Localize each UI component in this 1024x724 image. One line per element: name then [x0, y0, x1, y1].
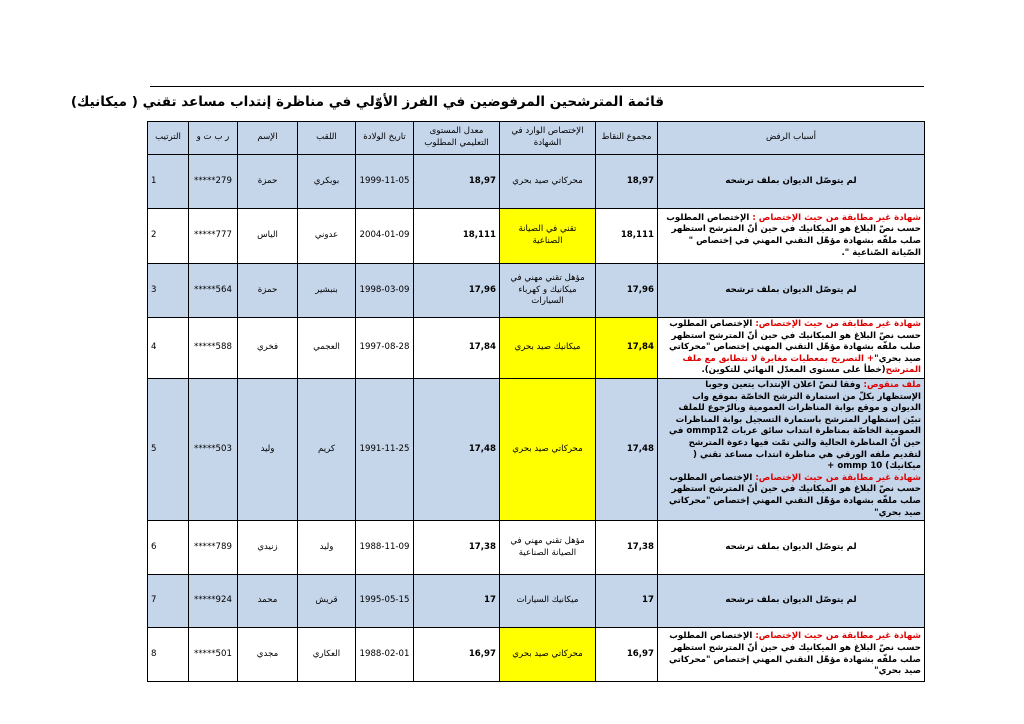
total-cell: 17: [596, 575, 658, 628]
id-cell: *****279: [189, 155, 238, 209]
surname-cell: بوبكري: [298, 155, 356, 209]
birth-cell: 1995-05-15: [356, 575, 414, 628]
header-row: [148, 122, 925, 155]
specialty-cell: مؤهل تقني مهني في الصيانة الصناعية: [500, 521, 596, 575]
table-row: [148, 155, 925, 209]
reason-flag: شهادة غير مطابقة من حيث الإختصاص :: [752, 212, 921, 223]
surname-cell: بنبشير: [298, 264, 356, 318]
name-cell: حمزة: [238, 155, 298, 209]
surname-cell: وليد: [298, 521, 356, 575]
total-cell: 18,97: [596, 155, 658, 209]
total-cell: 16,97: [596, 628, 658, 682]
reason-cell: [658, 378, 925, 520]
average-cell: 18,111: [414, 209, 500, 264]
surname-cell: العكاري: [298, 628, 356, 682]
average-cell: 17,48: [414, 378, 500, 520]
name-cell: محمد: [238, 575, 298, 628]
name-cell: زنيدي: [238, 521, 298, 575]
reason-text: الإختصاص المطلوب حسب نصّ البلاغ هو الميكانيك في حين أنّ المترشح استظهر صلب ملفّه بشهادة مؤهّل التقني المهني إختصاص "محركاتي صيد بحري": [668, 319, 921, 364]
birth-cell: 1997-08-28: [356, 318, 414, 379]
header-specialty: الإختصاص الوارد في الشهادة: [500, 122, 596, 155]
birth-cell: 1998-03-09: [356, 264, 414, 318]
specialty-cell: محركاتي صيد بحري: [500, 628, 596, 682]
rank-cell: 3: [148, 264, 189, 318]
name-cell: فخري: [238, 318, 298, 379]
average-cell: 16,97: [414, 628, 500, 682]
name-cell: حمزة: [238, 264, 298, 318]
reason-flag-extra: + التصريح بمعطيات مغايرة لا تتطابق مع ملف المترشح: [682, 353, 921, 376]
reason-cell: [658, 155, 925, 209]
reason-text: الإختصاص المطلوب حسب نصّ البلاغ هو الميكانيك في حين أنّ المترشح استظهر صلب ملفّه بشهادة مؤهّل التقني المهني إختصاص "محركاتي صيد بحري": [668, 631, 921, 677]
total-cell: 17,38: [596, 521, 658, 575]
name-cell: الياس: [238, 209, 298, 264]
reason-flag: شهادة غير مطابقة من حيث الإختصاص:: [755, 631, 921, 642]
average-cell: 17: [414, 575, 500, 628]
reason-text: لم يتوصّل الديوان بملف ترشحه: [725, 175, 857, 186]
id-cell: *****777: [189, 209, 238, 264]
top-rule: [150, 86, 924, 87]
surname-cell: العجمي: [298, 318, 356, 379]
id-cell: *****924: [189, 575, 238, 628]
header-total: مجموع النقاط: [596, 122, 658, 155]
rank-cell: 1: [148, 155, 189, 209]
surname-cell: كريم: [298, 378, 356, 520]
header-id: ر ب ت و: [189, 122, 238, 155]
specialty-cell: محركاتي صيد بحري: [500, 378, 596, 520]
total-cell: 18,111: [596, 209, 658, 264]
rank-cell: 2: [148, 209, 189, 264]
id-cell: *****564: [189, 264, 238, 318]
header-reasons: أسباب الرفض: [658, 122, 925, 155]
id-cell: *****503: [189, 378, 238, 520]
reason-text: لم يتوصّل الديوان بملف ترشحه: [725, 541, 857, 552]
rank-cell: 5: [148, 378, 189, 520]
reason-cell: [658, 628, 925, 682]
reason-text-extra: الإختصاص المطلوب حسب نصّ البلاغ هو الميكانيك في حين أنّ المترشح استظهر صلب ملفّه بشهادة مؤهّل التقني المهني إختصاص "محركاتي صيد بحري": [668, 472, 921, 518]
reason-cell: [658, 575, 925, 628]
reason-flag-extra: شهادة غير مطابقة من حيث الإختصاص:: [755, 472, 921, 483]
surname-cell: عدوني: [298, 209, 356, 264]
reason-text: لم يتوصّل الديوان بملف ترشحه: [725, 595, 857, 606]
table-row: [148, 628, 925, 682]
header-name: الإسم: [238, 122, 298, 155]
reason-text: وفقا لنصّ اعلان الإنتداب يتعين وجوبا الإستظهار بكلّ من استمارة الترشح الخاصّة بموقع واب الديوان و موقع بوابة المناظرات العمومية وبالرّجوع للملف تبيّن إستظهار المترشح باستمارة التسجيل بوابة المناظرات العمومية الخاصّة بمناظرة انتداب سائق عربات ommp12 في حين أنّ المناظرة الحالية والتي تمّت فيها دعوة المترشح لتقديم ملفه الورقي هي مناظرة انتداب مساعد تقني ( ميكانيك) ommp 10 +: [669, 379, 921, 472]
id-cell: *****588: [189, 318, 238, 379]
header-birth: تاريخ الولادة: [356, 122, 414, 155]
header-average: معدل المستوى التعليمي المطلوب: [414, 122, 500, 155]
candidates-table: [147, 121, 925, 682]
surname-cell: قريش: [298, 575, 356, 628]
table-row: [148, 521, 925, 575]
reason-cell: [658, 209, 925, 264]
rank-cell: 6: [148, 521, 189, 575]
birth-cell: 1991-11-25: [356, 378, 414, 520]
reason-text: الإختصاص المطلوب حسب نصّ البلاغ هو الميكانيك في حين أنّ المترشح استظهر صلب ملفّه بشهادة مؤهّل التقني المهني في إختصاص " الصّيانة الصّناعية ".: [666, 212, 921, 258]
average-cell: 17,84: [414, 318, 500, 379]
birth-cell: 1988-02-01: [356, 628, 414, 682]
average-cell: 17,96: [414, 264, 500, 318]
reason-text-extra: (خطأ على مستوى المعدّل النهائي للتكوين).: [701, 365, 886, 376]
specialty-cell: ميكانيك صيد بحري: [500, 318, 596, 379]
total-cell: 17,84: [596, 318, 658, 379]
rank-cell: 7: [148, 575, 189, 628]
reason-cell: [658, 318, 925, 379]
rank-cell: 8: [148, 628, 189, 682]
specialty-cell: محركاتي صيد بحري: [500, 155, 596, 209]
birth-cell: 1999-11-05: [356, 155, 414, 209]
specialty-cell: مؤهل تقني مهني في ميكانيك و كهرباء السيارات: [500, 264, 596, 318]
reason-flag: شهادة غير مطابقة من حيث الإختصاص:: [755, 319, 921, 329]
table-row: [148, 378, 925, 520]
header-rank: الترتيب: [148, 122, 189, 155]
reason-text: لم يتوصّل الديوان بملف ترشحه: [725, 284, 857, 295]
table-row: [148, 209, 925, 264]
average-cell: 17,38: [414, 521, 500, 575]
total-cell: 17,96: [596, 264, 658, 318]
id-cell: *****789: [189, 521, 238, 575]
birth-cell: 2004-01-09: [356, 209, 414, 264]
table-row: [148, 318, 925, 379]
rank-cell: 4: [148, 318, 189, 379]
name-cell: وليد: [238, 378, 298, 520]
table-row: [148, 264, 925, 318]
specialty-cell: تقني في الصيانة الصناعية: [500, 209, 596, 264]
birth-cell: 1988-11-09: [356, 521, 414, 575]
name-cell: مجدي: [238, 628, 298, 682]
reason-cell: [658, 264, 925, 318]
table-row: [148, 575, 925, 628]
total-cell: 17,48: [596, 378, 658, 520]
reason-flag: ملف منقوص:: [863, 379, 921, 390]
id-cell: *****501: [189, 628, 238, 682]
reason-cell: [658, 521, 925, 575]
page-title: قائمة المترشحين المرفوضين في الفرز الأوّلي في مناظرة إنتداب مساعد تقني ( ميكانيك): [70, 94, 664, 110]
header-surname: اللقب: [298, 122, 356, 155]
specialty-cell: ميكانيك السيارات: [500, 575, 596, 628]
average-cell: 18,97: [414, 155, 500, 209]
